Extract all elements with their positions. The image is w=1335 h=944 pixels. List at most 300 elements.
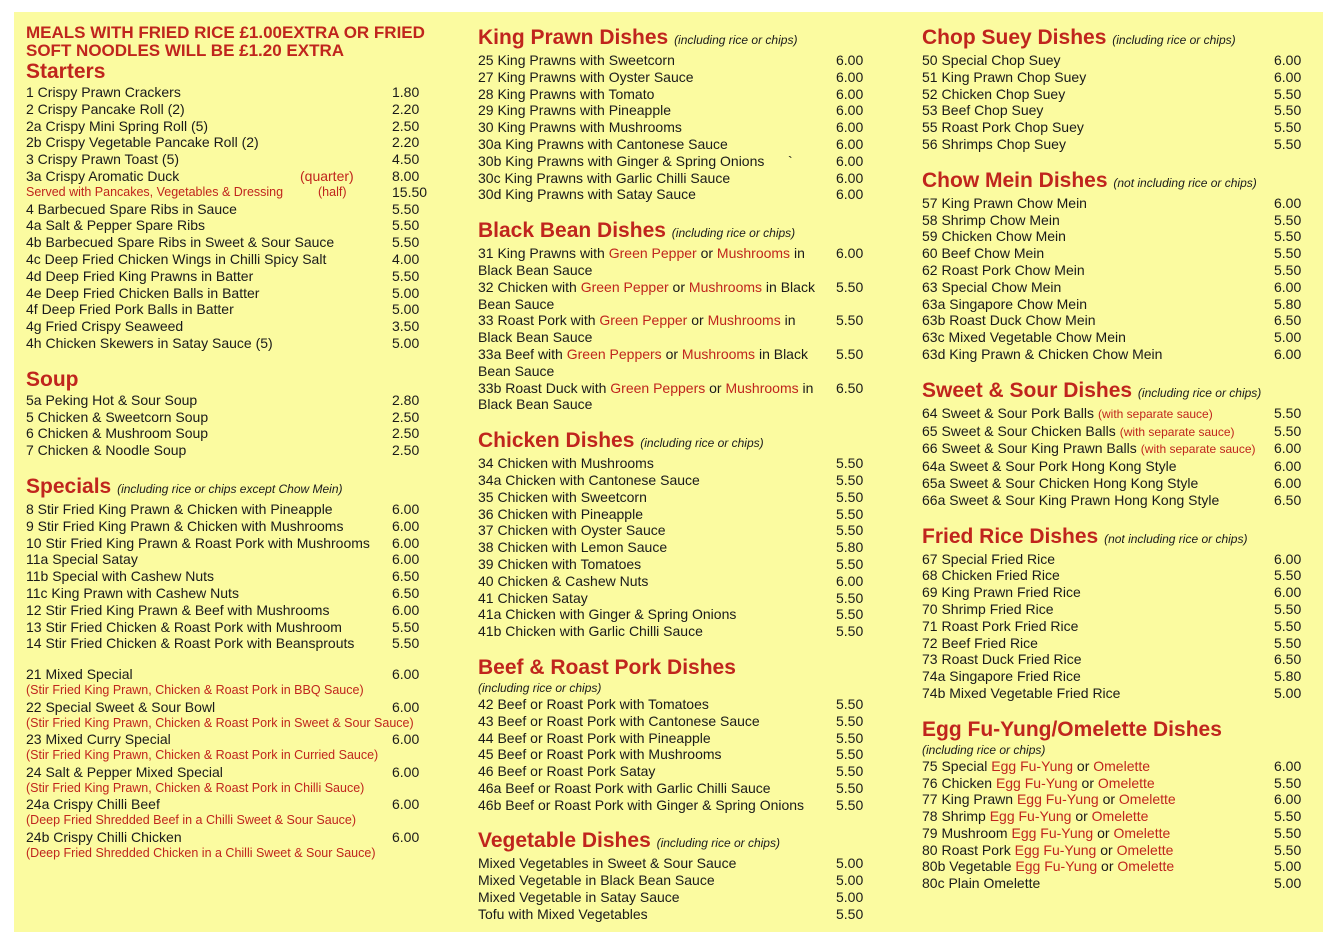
item-price: 6.00 bbox=[836, 572, 864, 589]
item-name: 60 Beef Chow Mein bbox=[922, 245, 1045, 262]
item-price: 6.00 bbox=[1274, 458, 1302, 475]
item-price: 3.50 bbox=[392, 318, 420, 335]
item-name: 41 Chicken Satay bbox=[478, 589, 588, 606]
item-name: 7 Chicken & Noodle Soup bbox=[26, 442, 187, 459]
section-note: (including rice or chips) bbox=[478, 680, 602, 695]
item-price: 6.00 bbox=[392, 731, 420, 748]
item-name: 46b Beef or Roast Pork with Ginger & Spring Onions bbox=[478, 796, 805, 813]
item-price: 8.00 bbox=[392, 167, 420, 184]
menu-item bbox=[478, 52, 878, 69]
item-name: 1 Crispy Prawn Crackers bbox=[26, 84, 181, 100]
item-price: 5.80 bbox=[1274, 295, 1302, 312]
item-price: 5.50 bbox=[836, 746, 864, 763]
item-price: 5.80 bbox=[1274, 668, 1302, 685]
item-name-start: 77 King Prawn bbox=[922, 791, 1017, 808]
menu-item bbox=[478, 170, 878, 187]
menu-item bbox=[478, 780, 878, 797]
item-name: 64 Sweet & Sour Pork Balls bbox=[922, 404, 1094, 421]
item-name-start: 80 Roast Pork bbox=[922, 841, 1015, 858]
item-price: 5.50 bbox=[836, 278, 864, 295]
item-option-2: Omelette bbox=[1093, 757, 1151, 774]
item-price: 5.50 bbox=[1274, 422, 1302, 439]
item-name: 41a Chicken with Ginger & Spring Onions bbox=[478, 606, 737, 623]
item-option-2: Mushrooms bbox=[716, 245, 791, 262]
item-price: 5.50 bbox=[392, 618, 420, 635]
menu-item bbox=[26, 101, 446, 118]
menu-item bbox=[26, 409, 446, 426]
item-name: 70 Shrimp Fried Rice bbox=[922, 600, 1054, 617]
section-title bbox=[922, 379, 1322, 405]
item-price: 5.50 bbox=[836, 488, 864, 505]
item-name-end: in Black Bean Sauce bbox=[478, 278, 815, 312]
section-title bbox=[478, 829, 878, 855]
item-name: 50 Special Chop Suey bbox=[922, 52, 1061, 68]
menu-item bbox=[26, 318, 446, 335]
portion-label: (quarter) bbox=[300, 167, 354, 184]
item-option-2: Omelette bbox=[1113, 824, 1171, 841]
item-name: 21 Mixed Special bbox=[26, 666, 133, 683]
section-title bbox=[922, 26, 1322, 52]
item-name: 41b Chicken with Garlic Chilli Sauce bbox=[478, 623, 703, 640]
section-vegetable bbox=[478, 829, 878, 922]
menu-item bbox=[478, 855, 878, 872]
item-price: 5.50 bbox=[836, 455, 864, 472]
menu-item bbox=[478, 506, 878, 523]
item-price: 5.50 bbox=[836, 606, 864, 623]
item-name-end: in Black Bean Sauce bbox=[478, 245, 805, 278]
item-price: 1.80 bbox=[392, 84, 420, 100]
portion-label: (half) bbox=[318, 184, 347, 199]
item-price: 6.00 bbox=[836, 186, 864, 203]
menu-item bbox=[922, 102, 1322, 119]
menu-item bbox=[922, 212, 1322, 229]
item-tag: (with separate sauce) bbox=[1119, 424, 1235, 439]
menu-item bbox=[922, 228, 1322, 245]
menu-item bbox=[922, 842, 1322, 859]
item-price: 6.00 bbox=[836, 135, 864, 152]
menu-item bbox=[478, 696, 878, 713]
item-price: 5.50 bbox=[836, 623, 864, 640]
item-connector: or bbox=[1093, 824, 1114, 841]
menu-item bbox=[922, 69, 1322, 86]
menu-item bbox=[922, 685, 1322, 702]
menu-item bbox=[922, 423, 1322, 441]
item-name bbox=[922, 858, 1174, 875]
item-name-start: 75 Special bbox=[922, 757, 992, 774]
item-name: 64a Sweet & Sour Pork Hong Kong Style bbox=[922, 458, 1177, 475]
item-note: Served with Pancakes, Vegetables & Dressing bbox=[26, 184, 284, 199]
item-price: 5.50 bbox=[392, 635, 420, 652]
item-connector: or bbox=[668, 278, 689, 295]
item-name bbox=[922, 825, 1170, 842]
item-name: 62 Roast Pork Chow Mein bbox=[922, 261, 1085, 278]
item-name-start: 32 Chicken with bbox=[478, 278, 581, 295]
item-price: 5.50 bbox=[836, 905, 864, 922]
item-name: 10 Stir Fried King Prawn & Roast Pork with Mushrooms bbox=[26, 534, 370, 551]
item-name: 23 Mixed Curry Special bbox=[26, 731, 171, 748]
item-option-2: Omelette bbox=[1117, 858, 1175, 875]
item-option-1: Egg Fu-Yung bbox=[991, 757, 1074, 774]
menu-item bbox=[478, 380, 878, 414]
item-price: 5.50 bbox=[836, 312, 864, 329]
item-name: Tofu with Mixed Vegetables bbox=[478, 905, 648, 922]
item-price: 2.50 bbox=[392, 425, 420, 442]
menu-item bbox=[922, 346, 1322, 363]
item-price: 6.00 bbox=[1274, 278, 1302, 295]
item-price: 6.00 bbox=[836, 152, 864, 169]
menu-column-2 bbox=[478, 12, 878, 923]
item-price: 6.00 bbox=[392, 666, 420, 683]
menu-item bbox=[478, 153, 878, 170]
item-tag: (with separate sauce) bbox=[1140, 442, 1256, 457]
menu-item bbox=[478, 489, 878, 506]
item-name: Mixed Vegetable in Black Bean Sauce bbox=[478, 872, 715, 889]
item-tag: (with separate sauce) bbox=[1097, 406, 1213, 421]
item-name-start: 76 Chicken bbox=[922, 774, 996, 791]
item-name: 63a Singapore Chow Mein bbox=[922, 295, 1087, 312]
item-name: 2b Crispy Vegetable Pancake Roll (2) bbox=[26, 134, 259, 151]
item-price: 5.50 bbox=[1274, 228, 1302, 245]
menu-item bbox=[478, 763, 878, 780]
item-price: 5.50 bbox=[1274, 404, 1302, 421]
item-price: 5.80 bbox=[836, 539, 864, 556]
item-name: 39 Chicken with Tomatoes bbox=[478, 555, 642, 572]
section-title-text: Vegetable Dishes bbox=[478, 829, 651, 853]
menu-item bbox=[922, 329, 1322, 346]
item-name: 30d King Prawns with Satay Sauce bbox=[478, 186, 696, 203]
item-price: 5.50 bbox=[1274, 119, 1302, 136]
item-name: 38 Chicken with Lemon Sauce bbox=[478, 539, 668, 556]
menu-item bbox=[922, 312, 1322, 329]
section-title-text: Black Bean Dishes bbox=[478, 219, 666, 243]
item-price: 5.50 bbox=[1274, 245, 1302, 262]
item-name bbox=[478, 245, 818, 279]
item-name bbox=[922, 758, 1150, 775]
item-option-1: Egg Fu-Yung bbox=[1016, 791, 1099, 808]
menu-item bbox=[26, 217, 446, 234]
menu-item bbox=[26, 335, 446, 352]
menu-item bbox=[478, 556, 878, 573]
menu-item bbox=[478, 86, 878, 103]
item-price: 6.00 bbox=[392, 534, 420, 551]
item-description: (Stir Fried King Prawn, Chicken & Roast Pork in Curried Sauce) bbox=[26, 748, 379, 763]
item-description: (Deep Fried Shredded Chicken in a Chilli Sweet & Sour Sauce) bbox=[26, 845, 376, 860]
section-title-text: Fried Rice Dishes bbox=[922, 524, 1099, 548]
item-price: 6.50 bbox=[392, 568, 420, 585]
menu-item bbox=[478, 186, 878, 203]
item-price: 5.00 bbox=[392, 301, 420, 318]
menu-item bbox=[922, 858, 1322, 875]
section-title-text: King Prawn Dishes bbox=[478, 26, 669, 49]
menu-item bbox=[922, 245, 1322, 262]
menu-item bbox=[922, 86, 1322, 103]
menu-item bbox=[26, 168, 446, 185]
item-price: 2.50 bbox=[392, 408, 420, 425]
item-price: 6.00 bbox=[1274, 194, 1302, 211]
section-note: (including rice or chips) bbox=[656, 836, 780, 851]
section-title: Egg Fu-Yung/Omelette Dishes bbox=[922, 717, 1222, 741]
section-soup bbox=[26, 368, 446, 459]
item-name bbox=[922, 808, 1148, 825]
section-chicken bbox=[478, 429, 878, 640]
item-name bbox=[478, 346, 818, 380]
item-price: 6.00 bbox=[392, 829, 420, 846]
item-price: 5.50 bbox=[1274, 617, 1302, 634]
menu-item bbox=[478, 623, 878, 640]
item-name: 45 Beef or Roast Pork with Mushrooms bbox=[478, 746, 722, 763]
menu-item bbox=[478, 136, 878, 153]
menu-item bbox=[478, 713, 878, 730]
item-mark: ` bbox=[788, 152, 793, 169]
item-name-start: 79 Mushroom bbox=[922, 824, 1012, 841]
item-price: 2.50 bbox=[392, 442, 420, 459]
item-price: 6.00 bbox=[1274, 550, 1302, 567]
item-name: 30a King Prawns with Cantonese Sauce bbox=[478, 135, 728, 152]
section-title-text: Sweet & Sour Dishes bbox=[922, 378, 1133, 402]
item-name: 56 Shrimps Chop Suey bbox=[922, 135, 1066, 152]
item-name: 4d Deep Fried King Prawns in Batter bbox=[26, 267, 254, 284]
item-name: 43 Beef or Roast Pork with Cantonese Sauce bbox=[478, 712, 760, 729]
item-option-1: Egg Fu-Yung bbox=[995, 774, 1078, 791]
menu-item bbox=[922, 551, 1322, 568]
item-price: 6.00 bbox=[392, 517, 420, 534]
menu-item bbox=[922, 825, 1322, 842]
item-name: 67 Special Fried Rice bbox=[922, 550, 1056, 567]
item-name: 5 Chicken & Sweetcorn Soup bbox=[26, 408, 209, 425]
menu-item bbox=[26, 666, 446, 683]
menu-item bbox=[26, 118, 446, 135]
item-name-start: 33 Roast Pork with bbox=[478, 312, 600, 329]
item-name: 71 Roast Pork Fried Rice bbox=[922, 617, 1079, 634]
menu-item bbox=[26, 251, 446, 268]
item-name: 59 Chicken Chow Mein bbox=[922, 228, 1066, 245]
item-name: 2 Crispy Pancake Roll (2) bbox=[26, 100, 185, 117]
menu-item bbox=[922, 296, 1322, 313]
menu-item bbox=[478, 102, 878, 119]
item-price: 5.50 bbox=[1274, 824, 1302, 841]
item-name: 66a Sweet & Sour King Prawn Hong Kong Style bbox=[922, 491, 1220, 508]
item-connector: or bbox=[1071, 808, 1092, 825]
item-name: 80c Plain Omelette bbox=[922, 875, 1041, 892]
item-name: 35 Chicken with Sweetcorn bbox=[478, 488, 647, 505]
item-price: 6.00 bbox=[392, 551, 420, 568]
item-description: (Deep Fried Shredded Beef in a Chilli Sweet & Sour Sauce) bbox=[26, 813, 357, 828]
section-black-bean bbox=[478, 219, 878, 413]
item-name: 58 Shrimp Chow Mein bbox=[922, 211, 1060, 228]
item-price: 6.00 bbox=[1274, 440, 1302, 457]
menu-item bbox=[922, 136, 1322, 153]
item-price: 5.50 bbox=[1274, 102, 1302, 119]
item-name: 4 Barbecued Spare Ribs in Sauce bbox=[26, 200, 237, 217]
item-price: 5.00 bbox=[1274, 875, 1302, 892]
section-title bbox=[922, 525, 1322, 551]
menu-item-note bbox=[26, 185, 446, 201]
item-name: 37 Chicken with Oyster Sauce bbox=[478, 522, 666, 539]
menu-item bbox=[26, 602, 446, 619]
item-name: 63d King Prawn & Chicken Chow Mein bbox=[922, 345, 1163, 362]
menu-item bbox=[922, 775, 1322, 792]
item-price: 5.50 bbox=[392, 234, 420, 251]
menu-item bbox=[478, 889, 878, 906]
menu-item bbox=[922, 584, 1322, 601]
item-connector: or bbox=[1097, 858, 1118, 875]
menu-item bbox=[922, 808, 1322, 825]
item-price: 5.50 bbox=[1274, 600, 1302, 617]
item-connector: or bbox=[705, 379, 726, 396]
item-name-end: in Black Bean Sauce bbox=[478, 312, 796, 346]
item-connector: or bbox=[696, 245, 717, 262]
item-price: 5.50 bbox=[836, 729, 864, 746]
item-price: 6.00 bbox=[1274, 52, 1302, 68]
menu-item bbox=[26, 619, 446, 636]
menu-item bbox=[26, 568, 446, 585]
menu-item bbox=[478, 119, 878, 136]
item-name: 51 King Prawn Chop Suey bbox=[922, 68, 1087, 85]
item-price: 6.00 bbox=[1274, 68, 1302, 85]
item-price: 6.00 bbox=[836, 119, 864, 136]
menu-item bbox=[26, 285, 446, 302]
menu-item bbox=[478, 730, 878, 747]
menu-item bbox=[922, 440, 1322, 458]
item-name: 4h Chicken Skewers in Satay Sauce (5) bbox=[26, 334, 273, 351]
item-price: 6.00 bbox=[1274, 345, 1302, 362]
item-name: 11c King Prawn with Cashew Nuts bbox=[26, 584, 239, 601]
item-name-end: in Black Bean Sauce bbox=[478, 379, 814, 413]
item-name: 73 Roast Duck Fried Rice bbox=[922, 651, 1082, 668]
item-price: 6.00 bbox=[836, 52, 864, 68]
item-name: 74a Singapore Fried Rice bbox=[922, 668, 1081, 685]
menu-item bbox=[922, 635, 1322, 652]
item-name: 12 Stir Fried King Prawn & Beef with Mushrooms bbox=[26, 601, 330, 618]
item-option-1: Green Peppers bbox=[610, 379, 706, 396]
menu-item bbox=[478, 279, 878, 313]
item-name: 29 King Prawns with Pineapple bbox=[478, 102, 672, 119]
menu-item bbox=[922, 475, 1322, 492]
menu-item bbox=[922, 567, 1322, 584]
menu-item bbox=[922, 651, 1322, 668]
menu-item bbox=[922, 279, 1322, 296]
item-name: 42 Beef or Roast Pork with Tomatoes bbox=[478, 695, 709, 712]
item-price: 5.50 bbox=[836, 796, 864, 813]
item-option-1: Green Pepper bbox=[580, 278, 669, 295]
item-price: 5.00 bbox=[1274, 329, 1302, 346]
item-price: 5.00 bbox=[836, 872, 864, 889]
item-name: 68 Chicken Fried Rice bbox=[922, 567, 1060, 584]
item-price: 5.50 bbox=[836, 555, 864, 572]
item-name-start: 33a Beef with bbox=[478, 345, 567, 362]
item-price: 5.50 bbox=[392, 267, 420, 284]
item-option-1: Egg Fu-Yung bbox=[1015, 858, 1098, 875]
menu-item bbox=[26, 518, 446, 535]
item-name: 63c Mixed Vegetable Chow Mein bbox=[922, 329, 1126, 346]
menu-item bbox=[26, 442, 446, 459]
item-price: 5.50 bbox=[1274, 808, 1302, 825]
item-description: (Stir Fried King Prawn, Chicken & Roast Pork in BBQ Sauce) bbox=[26, 682, 364, 697]
menu-item bbox=[26, 392, 446, 409]
section-title bbox=[478, 219, 878, 245]
item-option-1: Egg Fu-Yung bbox=[989, 808, 1072, 825]
item-price: 5.00 bbox=[836, 889, 864, 906]
section-specials bbox=[26, 475, 446, 862]
item-name: 30b King Prawns with Ginger & Spring Onions bbox=[478, 152, 765, 169]
item-price: 2.20 bbox=[392, 134, 420, 151]
item-name: 46 Beef or Roast Pork Satay bbox=[478, 763, 656, 780]
item-name: 63 Special Chow Mein bbox=[922, 278, 1062, 295]
item-name: 2a Crispy Mini Spring Roll (5) bbox=[26, 117, 209, 134]
section-note: (including rice or chips except Chow Mein) bbox=[117, 481, 343, 496]
section-title bbox=[478, 26, 878, 52]
item-option-2: Mushrooms bbox=[707, 312, 781, 329]
menu-item bbox=[26, 201, 446, 218]
item-name: 46a Beef or Roast Pork with Garlic Chilli Sauce bbox=[478, 779, 771, 796]
item-price: 2.80 bbox=[392, 391, 420, 408]
item-option-2: Omelette bbox=[1091, 808, 1149, 825]
item-price: 5.50 bbox=[392, 217, 420, 234]
section-chop-suey bbox=[922, 26, 1322, 153]
section-note: (including rice or chips) bbox=[922, 742, 1046, 757]
menu-item bbox=[922, 262, 1322, 279]
section-chow-mein bbox=[922, 169, 1322, 363]
menu-item bbox=[478, 522, 878, 539]
menu-item bbox=[478, 539, 878, 556]
menu-item bbox=[26, 585, 446, 602]
item-option-1: Egg Fu-Yung bbox=[1014, 841, 1097, 858]
item-name: 11a Special Satay bbox=[26, 551, 138, 568]
item-connector: or bbox=[1096, 841, 1117, 858]
menu-item bbox=[478, 797, 878, 814]
menu-item bbox=[26, 551, 446, 568]
item-price: 5.00 bbox=[836, 855, 864, 872]
section-title-text: Chow Mein Dishes bbox=[922, 168, 1108, 192]
item-price: 6.00 bbox=[1274, 757, 1302, 774]
menu-column-1 bbox=[26, 12, 446, 862]
menu-item bbox=[478, 746, 878, 763]
section-note: (not including rice or chips) bbox=[1104, 531, 1248, 546]
item-name-start: 33b Roast Duck with bbox=[478, 379, 611, 396]
item-name: 36 Chicken with Pineapple bbox=[478, 505, 643, 522]
item-name: 28 King Prawns with Tomato bbox=[478, 85, 655, 102]
menu-item bbox=[26, 134, 446, 151]
item-name: 30 King Prawns with Mushrooms bbox=[478, 119, 682, 136]
item-price: 6.00 bbox=[392, 601, 420, 618]
item-name: 22 Special Sweet & Sour Bowl bbox=[26, 698, 216, 715]
item-option-2: Omelette bbox=[1118, 791, 1176, 808]
item-description: (Stir Fried King Prawn, Chicken & Roast Pork in Sweet & Sour Sauce) bbox=[26, 715, 414, 730]
item-price: 6.00 bbox=[836, 85, 864, 102]
item-option-2: Mushrooms bbox=[688, 278, 763, 295]
menu-page bbox=[14, 12, 1323, 932]
menu-item bbox=[922, 52, 1322, 69]
item-name: 6 Chicken & Mushroom Soup bbox=[26, 425, 209, 442]
item-name bbox=[478, 312, 818, 346]
item-price: 5.50 bbox=[1274, 841, 1302, 858]
item-price: 5.50 bbox=[1274, 261, 1302, 278]
item-price: 5.50 bbox=[836, 471, 864, 488]
item-name: 24b Crispy Chilli Chicken bbox=[26, 829, 182, 846]
item-name: 3a Crispy Aromatic Duck bbox=[26, 167, 180, 184]
item-name: 53 Beef Chop Suey bbox=[922, 102, 1044, 119]
section-starters bbox=[26, 60, 446, 352]
menu-item bbox=[478, 872, 878, 889]
menu-item bbox=[478, 245, 878, 279]
item-name: 69 King Prawn Fried Rice bbox=[922, 584, 1081, 601]
menu-item bbox=[26, 301, 446, 318]
menu-item bbox=[478, 906, 878, 923]
menu-item bbox=[478, 590, 878, 607]
item-name: 4c Deep Fried Chicken Wings in Chilli Spicy Salt bbox=[26, 250, 327, 267]
section-title: Starters bbox=[26, 60, 106, 83]
item-price: 5.50 bbox=[836, 763, 864, 780]
